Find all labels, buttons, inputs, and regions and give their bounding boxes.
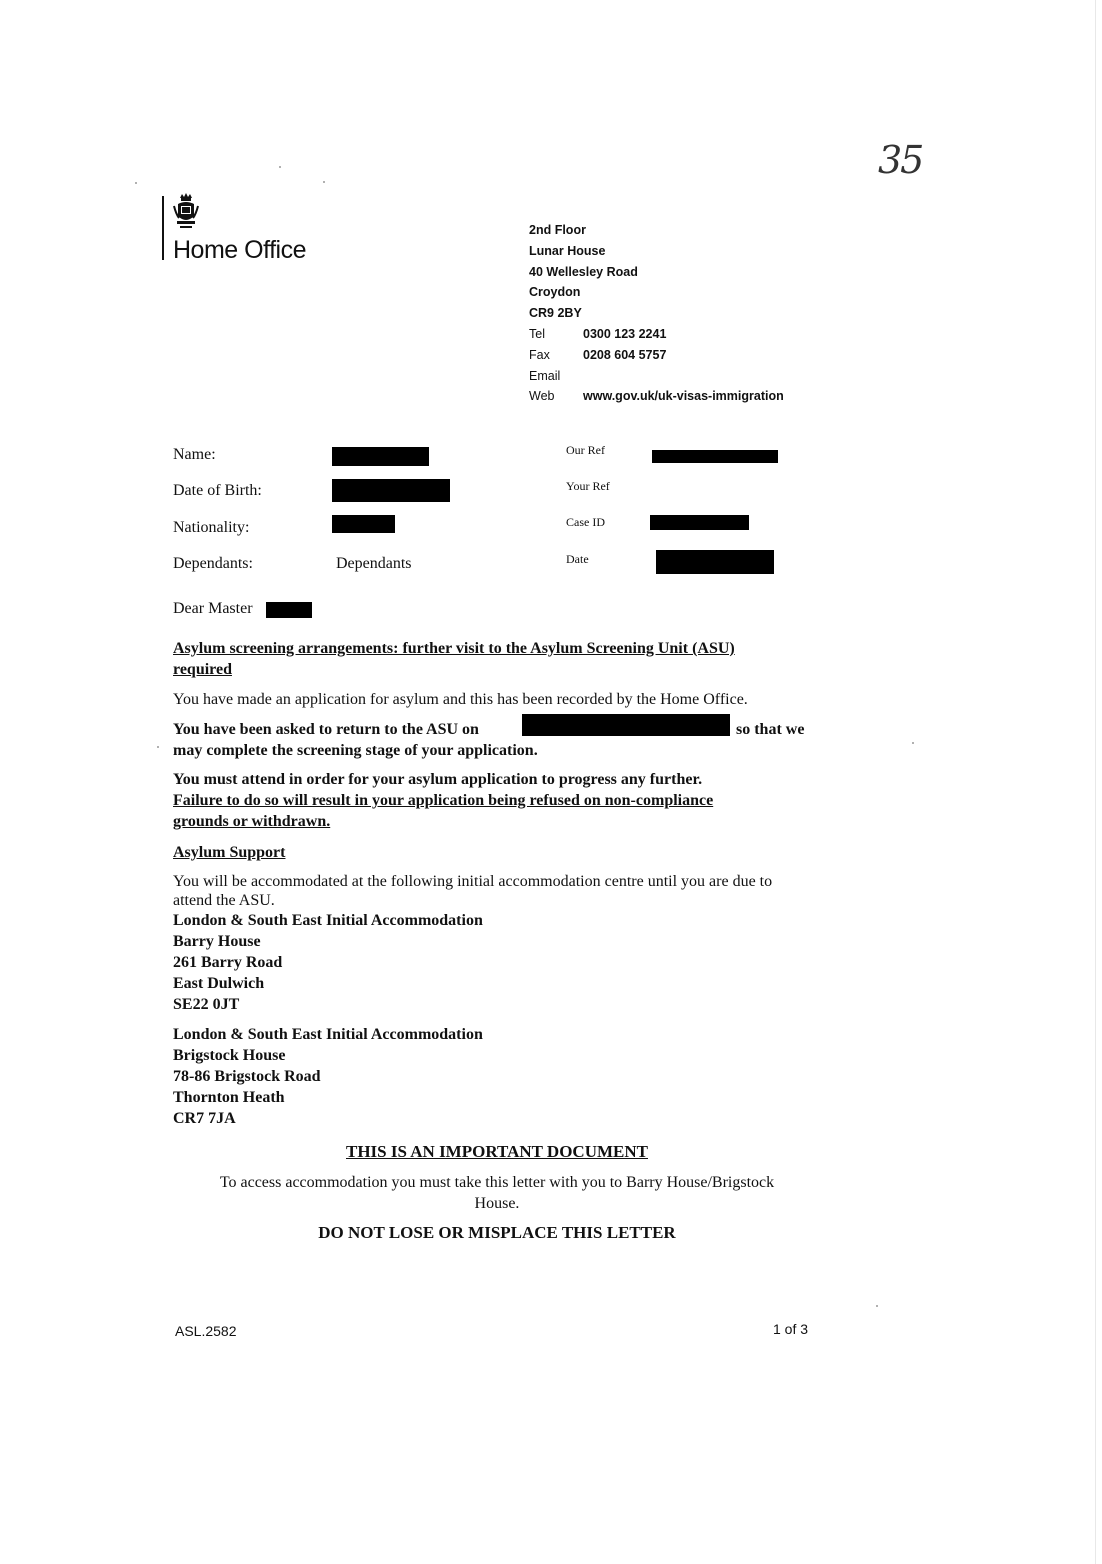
name-label: Name:: [173, 446, 216, 463]
important-instruction-cont: House.: [474, 1195, 520, 1212]
address-line: CR9 2BY: [529, 306, 582, 321]
address-line: 78-86 Brigstock Road: [173, 1068, 321, 1085]
your-ref-label: Your Ref: [566, 479, 610, 493]
tel-value: 0300 123 2241: [583, 326, 667, 341]
dependants-label: Dependants:: [173, 555, 253, 572]
address-line: Thornton Heath: [173, 1089, 285, 1106]
do-not-lose-warning: DO NOT LOSE OR MISPLACE THIS LETTER: [318, 1223, 676, 1242]
redaction-date: [656, 550, 774, 574]
footer-page-number: 1 of 3: [773, 1321, 809, 1337]
dob-label: Date of Birth:: [173, 482, 262, 499]
para-failure-warning: Failure to do so will result in your application being refused on non-compliance: [173, 792, 714, 809]
home-office-logo-text: Home Office: [173, 236, 306, 264]
scan-speck: [876, 1305, 878, 1307]
scan-speck: [157, 746, 159, 748]
scan-speck: [135, 182, 137, 184]
address-line: CR7 7JA: [173, 1110, 236, 1127]
scan-speck: [279, 166, 281, 168]
para-must-attend: You must attend in order for your asylum application to progress any further.: [173, 771, 703, 788]
address-line: SE22 0JT: [173, 996, 240, 1013]
address-line: 2nd Floor: [529, 223, 586, 237]
heading-screening-arrangements: Asylum screening arrangements: further visit to the Asylum Screening Unit (ASU): [173, 640, 735, 657]
para-return-to-asu: You have been asked to return to the ASU on: [173, 721, 479, 738]
tel-row: [529, 324, 784, 345]
para-application-recorded: You have made an application for asylum and this has been recorded by the Home Office.: [173, 691, 748, 708]
redaction-name: [332, 447, 429, 466]
case-id-label: Case ID: [566, 515, 605, 529]
nationality-label: Nationality:: [173, 519, 250, 536]
scan-speck: [912, 742, 914, 744]
web-label: Web: [529, 389, 555, 404]
royal-crest-icon: [172, 192, 200, 237]
important-document-heading: THIS IS AN IMPORTANT DOCUMENT: [346, 1142, 648, 1161]
handwritten-page-number: 35: [878, 138, 923, 182]
tel-label: Tel: [529, 326, 545, 341]
address-line: Barry House: [173, 933, 261, 950]
email-row: [529, 366, 784, 387]
address-line: Lunar House: [529, 243, 606, 258]
our-ref-label: Our Ref: [566, 443, 605, 457]
web-value: www.gov.uk/uk-visas-immigration: [583, 389, 784, 404]
para-accommodation-cont: attend the ASU.: [173, 892, 275, 909]
address-block: [529, 220, 784, 407]
scan-speck: [323, 181, 325, 183]
address-line: London & South East Initial Accommodation: [173, 1026, 483, 1043]
fax-row: [529, 345, 784, 366]
address-line: Croydon: [529, 285, 581, 300]
logo-divider: [162, 196, 164, 260]
important-instruction: To access accommodation you must take this letter with you to Barry House/Brigstock: [219, 1174, 775, 1191]
address-line: Brigstock House: [173, 1047, 286, 1064]
date-label: Date: [566, 552, 589, 566]
redaction-asu-date: [522, 714, 730, 736]
para-return-to-asu-end: so that we: [736, 721, 805, 738]
redaction-case-id: [650, 515, 749, 530]
redaction-salutation-name: [266, 602, 312, 618]
address-line: East Dulwich: [173, 975, 265, 992]
heading-asylum-support: Asylum Support: [173, 844, 286, 861]
web-row: [529, 386, 784, 407]
fax-label: Fax: [529, 347, 550, 362]
centre1-address: [173, 910, 483, 1015]
para-failure-warning-cont: grounds or withdrawn.: [173, 813, 331, 830]
centre2-address: [173, 1024, 483, 1129]
redaction-nationality: [332, 515, 395, 533]
address-line: 261 Barry Road: [173, 954, 283, 971]
footer-form-code: ASL.2582: [175, 1323, 237, 1339]
email-label: Email: [529, 368, 561, 383]
address-line: 40 Wellesley Road: [529, 264, 638, 279]
address-line: London & South East Initial Accommodation: [173, 912, 483, 929]
para-return-to-asu-cont: may complete the screening stage of your application.: [173, 742, 538, 759]
redaction-our-ref: [652, 450, 778, 463]
para-accommodation: You will be accommodated at the following initial accommodation centre until you are due to: [173, 873, 773, 890]
fax-value: 0208 604 5757: [583, 347, 667, 362]
dependants-value: Dependants: [336, 555, 412, 572]
page-edge: [1095, 0, 1096, 1564]
salutation: Dear Master: [173, 600, 253, 617]
redaction-dob: [332, 479, 450, 502]
heading-screening-arrangements-cont: required: [173, 661, 232, 678]
